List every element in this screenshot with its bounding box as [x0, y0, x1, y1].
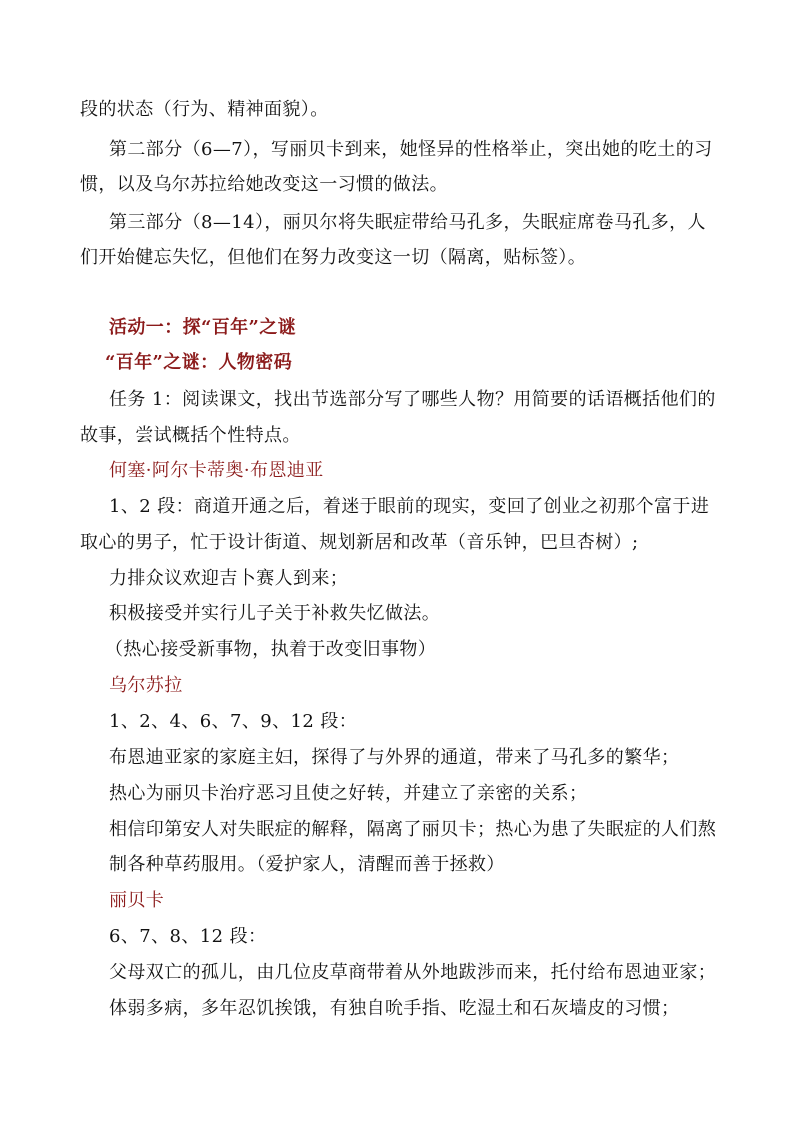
text-line: 6、7、8、12 段： — [109, 926, 267, 947]
text-line: 故事，尝试概括个性特点。 — [80, 425, 301, 446]
text-line: 第二部分（6—7），写丽贝卡到来，她怪异的性格举止，突出她的吃土的习 — [109, 139, 713, 160]
text-line: 热心为丽贝卡治疗恶习且使之好转，并建立了亲密的关系； — [109, 783, 588, 804]
text-line: 惯，以及乌尔苏拉给她改变这一习惯的做法。 — [80, 174, 448, 195]
text-line: 们开始健忘失忆，但他们在努力改变这一切（隔离，贴标签）。 — [80, 247, 587, 268]
text-line: 制各种草药服用。（爱护家人，清醒而善于拯救） — [109, 854, 505, 875]
section-heading: 活动一：探“百年”之谜 — [109, 317, 297, 338]
text-line: 1、2、4、6、7、9、12 段： — [109, 711, 358, 732]
character-name: 何塞·阿尔卡蒂奥·布恩迪亚 — [109, 460, 324, 481]
character-name: 丽贝卡 — [109, 890, 165, 911]
text-line: 相信印第安人对失眠症的解释，隔离了丽贝卡；热心为患了失眠症的人们熬 — [109, 819, 717, 840]
text-line: 第三部分（8—14），丽贝尔将失眠症带给马孔多，失眠症席卷马孔多，人 — [109, 212, 706, 233]
text-line: 积极接受并实行儿子关于补救失忆做法。 — [109, 603, 441, 624]
text-line: 布恩迪亚家的家庭主妇，探得了与外界的通道，带来了马孔多的繁华； — [109, 747, 680, 768]
text-line: 任务 1：阅读课文，找出节选部分写了哪些人物？用简要的话语概括他们的 — [109, 389, 716, 410]
subsection-heading: “百年”之谜：人物密码 — [105, 352, 293, 373]
text-line: 力排众议欢迎吉卜赛人到来； — [109, 568, 349, 589]
text-line: 段的状态（行为、精神面貌）。 — [80, 99, 329, 120]
text-line: 父母双亡的孤儿，由几位皮草商带着从外地跋涉而来，托付给布恩迪亚家； — [109, 962, 717, 983]
text-line: 体弱多病，多年忍饥挨饿，有独自吮手指、吃湿土和石灰墙皮的习惯； — [109, 998, 680, 1019]
text-line: 1、2 段：商道开通之后，着迷于眼前的现实，变回了创业之初那个富于进 — [109, 496, 710, 517]
text-line: 取心的男子，忙于设计街道、规划新居和改革（音乐钟，巴旦杏树）; — [80, 532, 639, 553]
text-line: （热心接受新事物，执着于改变旧事物） — [105, 639, 437, 660]
character-name: 乌尔苏拉 — [109, 675, 183, 696]
